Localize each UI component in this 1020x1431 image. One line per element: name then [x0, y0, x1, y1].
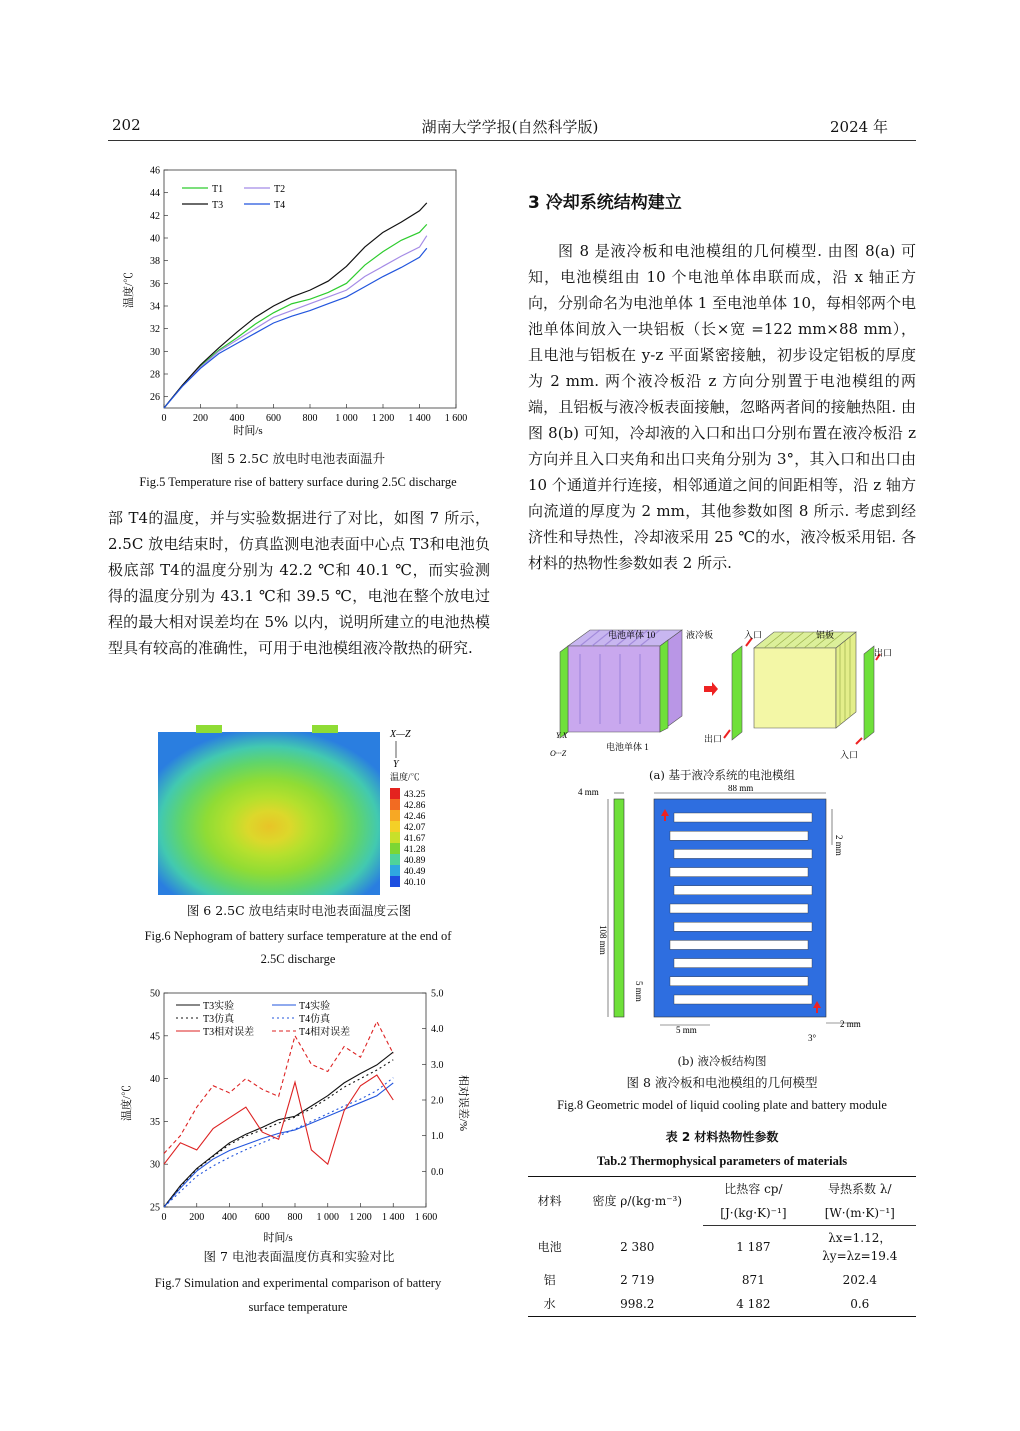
tab-left: [196, 725, 222, 733]
legend-level: 40.89: [404, 856, 426, 866]
flow-rib: [674, 995, 812, 1004]
label-inlet-top: 入口: [744, 630, 763, 640]
cell-k-line1: λx=1.12，: [828, 1231, 892, 1245]
cell-cp: 1 187: [736, 1240, 771, 1254]
flow-rib: [674, 886, 812, 895]
cell-k: 0.6: [804, 1292, 916, 1317]
x-tick-label: 1 000: [316, 1212, 339, 1223]
y-tick-label: 38: [150, 256, 160, 268]
table-row: [528, 1226, 916, 1269]
legend-level: 41.28: [404, 845, 426, 855]
table-row: [528, 1268, 916, 1292]
fig5-xlabel: 时间/s: [233, 425, 263, 437]
left-paragraph: 部 T4的温度，并与实验数据进行了对比，如图 7 所示，2.5C 放电结束时，仿真监测电池表面中心点 T3和电池负极底部 T4的温度分别为 42.2 ℃和 40.1 ℃，而实验测得的温度分别为 43.1 ℃和 39.5 ℃，电池在整个放电过程的最大相对误差均在 5% 以内，说明所建立的电池热模型具有较高的准确性，可用于电池模组液冷散热的研究.: [108, 509, 490, 657]
axis-triad: O···Z: [550, 749, 567, 758]
series-line-T1: [164, 224, 427, 408]
x-tick-label: 1 600: [444, 413, 468, 424]
label-outlet-bottom: 出口: [704, 734, 723, 744]
fig6-nephogram: [150, 722, 450, 902]
label-plate: 液冷板: [686, 630, 714, 640]
legend-level: 42.07: [404, 823, 426, 833]
axis-xz: X—Z: [390, 729, 411, 740]
dim-2mm-bottom: 2 mm: [840, 1019, 861, 1029]
header-rule: [108, 140, 916, 141]
y-right-tick-label: 1.0: [431, 1131, 444, 1143]
flow-rib: [670, 904, 808, 913]
legend-level: 40.10: [404, 878, 426, 888]
legend-level: 43.25: [404, 790, 426, 800]
x-tick-label: 600: [254, 1212, 270, 1223]
fig6-caption-en-1: Fig.6 Nephogram of battery surface temperature at the end of: [144, 929, 452, 943]
y-tick-label: 44: [150, 188, 160, 200]
nephogram-field: [158, 732, 380, 895]
fig7-caption-en-1: Fig.7 Simulation and experimental comparison of battery: [154, 1276, 442, 1290]
series-line-T3: [164, 203, 427, 408]
year: 2024 年: [830, 118, 888, 136]
y-tick-label: 28: [150, 369, 160, 381]
legend-level: 40.49: [404, 867, 426, 877]
flow-rib: [670, 940, 808, 949]
flow-rib: [670, 831, 808, 840]
dim-88mm: 88 mm: [728, 785, 754, 793]
x-tick-label: 200: [189, 1212, 205, 1223]
journal-name: 湖南大学学报(自然科学版): [421, 118, 599, 136]
cold-plate-right: [864, 646, 874, 740]
flow-rib: [670, 868, 808, 877]
y-tick-label: 40: [150, 233, 160, 245]
fin-stack: [754, 632, 856, 728]
fig6-caption-en-2: 2.5C discharge: [260, 952, 336, 966]
x-tick-label: 1 600: [414, 1212, 438, 1223]
th-cp-unit: [J·(kg·K)⁻¹]: [703, 1201, 803, 1226]
fig7-ylabel-right: 相对误差/%: [457, 1074, 469, 1132]
y-tick-label: 42: [150, 210, 160, 222]
y-right-tick-label: 2.0: [431, 1095, 444, 1107]
series-line-T4实验: [164, 1083, 393, 1207]
y-tick-label: 50: [150, 988, 160, 1000]
legend-level: 42.46: [404, 812, 426, 822]
fig5-plot-frame: [164, 170, 456, 408]
cell-cp: 4 182: [703, 1292, 803, 1317]
fig6-caption-cn: 图 6 2.5C 放电结束时电池表面温度云图: [186, 903, 412, 918]
y-right-tick-label: 3.0: [431, 1059, 444, 1071]
label-inlet-bottom: 入口: [840, 750, 859, 760]
fig5-caption-en: Fig.5 Temperature rise of battery surface during 2.5C discharge: [139, 475, 457, 489]
legend-level: 41.67: [404, 834, 426, 844]
th-density: 密度 ρ/(kg·m⁻³): [571, 1177, 703, 1226]
legend-label: T3实验: [203, 1001, 235, 1012]
legend-label: T2: [274, 184, 286, 195]
y-tick-label: 25: [150, 1202, 160, 1214]
fig7-plot-frame: [164, 993, 426, 1207]
cell-material: 铝: [543, 1273, 556, 1287]
table-title-en: Tab.2 Thermophysical parameters of materials: [596, 1154, 848, 1168]
x-tick-label: 800: [287, 1212, 303, 1223]
fig5-caption-cn: 图 5 2.5C 放电时电池表面温升: [210, 451, 386, 466]
y-tick-label: 46: [150, 165, 160, 177]
y-tick-label: 36: [150, 278, 160, 290]
dim-4mm: 4 mm: [578, 787, 599, 797]
y-tick-label: 30: [150, 1159, 160, 1171]
y-right-tick-label: 0.0: [431, 1166, 444, 1178]
th-k-unit: [W·(m·K)⁻¹]: [804, 1201, 916, 1226]
x-tick-label: 1 200: [349, 1212, 372, 1223]
legend-label: T4: [274, 200, 286, 211]
flow-rib: [674, 922, 812, 931]
fig8a-module: [540, 624, 900, 766]
legend-color-box: [390, 810, 400, 821]
x-tick-label: 0: [161, 1212, 167, 1223]
y-tick-label: 45: [150, 1031, 160, 1043]
th-material: 材料: [528, 1177, 571, 1226]
y-tick-label: 26: [150, 392, 160, 404]
cell-density: 2 719: [620, 1273, 655, 1287]
table-row: [528, 1292, 916, 1317]
flow-rib: [674, 849, 812, 858]
page-number: 202: [112, 116, 141, 134]
legend-color-box: [390, 865, 400, 876]
cold-plate-left: [732, 646, 742, 740]
fig8-caption-en: Fig.8 Geometric model of liquid cooling plate and battery module: [557, 1098, 887, 1112]
series-line-T3实验: [164, 1052, 393, 1207]
dim-2mm-top: 2 mm: [834, 835, 844, 856]
series-line-T4: [164, 248, 427, 408]
dim-5mm-bottom: 5 mm: [676, 1025, 697, 1035]
legend-color-box: [390, 832, 400, 843]
legend-color-box: [390, 876, 400, 887]
table-title-cn: 表 2 材料热物性参数: [665, 1130, 779, 1144]
y-tick-label: 35: [150, 1116, 160, 1128]
x-tick-label: 800: [302, 413, 318, 424]
x-tick-label: 600: [266, 413, 281, 424]
dim-108mm: 108 mm: [598, 925, 608, 955]
cell-density: 998.2: [571, 1292, 703, 1317]
series-line-T4仿真: [164, 1078, 393, 1207]
materials-table: [528, 1176, 916, 1317]
x-tick-label: 1 400: [408, 413, 431, 424]
cell-cp: 871: [741, 1273, 765, 1287]
fig7-chart: [108, 983, 492, 1251]
fig8-caption-cn: 图 8 液冷板和电池模组的几何模型: [626, 1075, 818, 1090]
tab-right: [312, 725, 338, 733]
arrow-icon: [704, 682, 718, 696]
y-tick-label: 30: [150, 346, 160, 358]
th-cp: 比热容 cp/: [703, 1177, 803, 1202]
legend-color-box: [390, 799, 400, 810]
legend-label: T4相对误差: [299, 1027, 351, 1038]
x-tick-label: 400: [229, 413, 245, 424]
battery-module-block: [560, 630, 682, 738]
legend-label: T3相对误差: [203, 1027, 255, 1038]
legend-label: T1: [212, 184, 224, 195]
x-tick-label: 1 400: [382, 1212, 405, 1223]
series-line-T2: [164, 236, 427, 408]
y-tick-label: 34: [150, 301, 160, 313]
fig7-ylabel-left: 温度/℃: [121, 1084, 133, 1122]
flow-rib: [674, 959, 812, 968]
axis-y: Y: [393, 759, 399, 770]
dim-angle: 3°: [808, 1033, 817, 1043]
legend-color-box: [390, 821, 400, 832]
right-paragraph: 图 8 是液冷板和电池模组的几何模型. 由图 8(a) 可知，电池模组由 10 个电池单体串联而成，沿 x 轴正方向，分别命名为电池单体 1 至电池单体 10，每相邻两个电池单体间放入一块铝板（长×宽 =122 mm×88 mm），且电池与铝板在 y-z 平面紧密接触，初步设定铝板的厚度为 2 mm. 两个液冷板沿 z 方向分别置于电池模组的两端，且铝板与液冷板表面接触，忽略两者间的接触热阻. 由图 8(b) 可知，冷却液的入口和出口分别布置在液冷板沿 z 方向并且入口夹角和出口夹角分别为 3°，其入口和出口由 10 个通道并行连接，相邻通道之间的间距相等，沿 z 轴方向流道的厚度为 2 mm，其他参数如图 8 所示. 考虑到经济性和导热性，冷却液采用 25 ℃的水，液冷板采用铝. 各材料的热物性参数如表 2 所示.: [528, 242, 916, 572]
plate-side-view: [614, 799, 624, 1017]
x-tick-label: 200: [193, 413, 208, 424]
fig8b-plate: [560, 785, 880, 1045]
axis-triad-y: Y X: [556, 731, 568, 740]
legend-label: T4仿真: [299, 1014, 331, 1025]
legend-title: 温度/℃: [390, 772, 420, 782]
fig7-xlabel: 时间/s: [263, 1232, 293, 1244]
fig7-caption-en-2: surface temperature: [248, 1300, 348, 1314]
x-tick-label: 0: [161, 413, 167, 424]
legend-level: 42.86: [404, 801, 426, 811]
x-tick-label: 1 000: [335, 413, 358, 424]
y-right-tick-label: 4.0: [431, 1024, 444, 1036]
legend-color-box: [390, 854, 400, 865]
section-title: 3 冷却系统结构建立: [528, 193, 682, 213]
fig8a-label: (a) 基于液冷系统的电池模组: [649, 768, 795, 782]
y-tick-label: 40: [150, 1074, 160, 1086]
x-tick-label: 400: [222, 1212, 237, 1223]
fig5-chart: [108, 160, 488, 450]
flow-rib: [674, 813, 812, 822]
legend-color-box: [390, 788, 400, 799]
dim-5mm-side: 5 mm: [634, 981, 644, 1002]
fig7-caption-cn: 图 7 电池表面温度仿真和实验对比: [203, 1249, 395, 1264]
x-tick-label: 1 200: [371, 413, 395, 424]
y-right-tick-label: 5.0: [431, 988, 444, 1000]
flow-rib: [670, 977, 808, 986]
legend-label: T3: [212, 200, 224, 211]
th-k: 导热系数 λ/: [804, 1177, 916, 1202]
label-cell10: 电池单体 10: [608, 630, 656, 640]
cell-density: 2 380: [620, 1239, 655, 1254]
fig8b-label: (b) 液冷板结构图: [677, 1054, 767, 1068]
legend-label: T4实验: [299, 1001, 331, 1012]
cell-material: 电池: [537, 1239, 562, 1254]
cell-k-line2: λy=λz=19.4: [822, 1249, 898, 1263]
y-tick-label: 32: [150, 324, 160, 336]
label-fin: 铝板: [816, 630, 835, 640]
legend-label: T3仿真: [203, 1014, 235, 1025]
label-outlet-right: 出口: [874, 648, 893, 658]
cell-k: [804, 1226, 916, 1269]
fig5-ylabel: 温度/℃: [123, 271, 135, 309]
cell-material: 水: [528, 1292, 571, 1317]
cell-k: 202.4: [842, 1273, 877, 1287]
legend-color-box: [390, 843, 400, 854]
label-cell1: 电池单体 1: [606, 742, 649, 752]
